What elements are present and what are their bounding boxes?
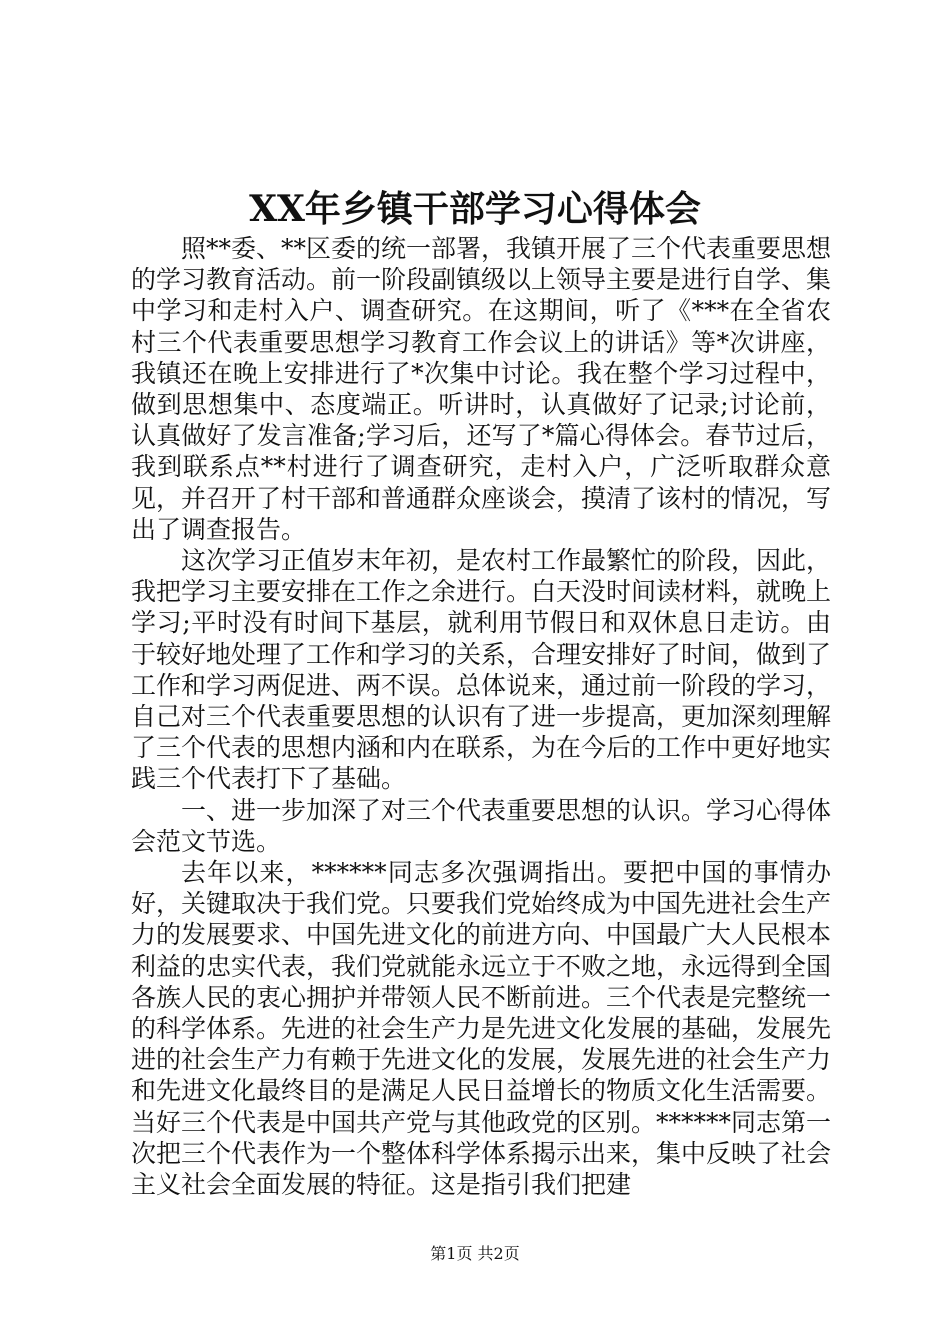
paragraph: 一、进一步加深了对三个代表重要思想的认识。学习心得体会范文节选。 [131,795,832,856]
document-title: XX年乡镇干部学习心得体会 [249,188,701,230]
paragraph: 这次学习正值岁末年初，是农村工作最繁忙的阶段，因此，我把学习主要安排在工作之余进行。白天没时间读材料，就晚上学习;平时没有时间下基层，就利用节假日和双休息日走访。由于较好地处理了工作和学习的关系，合理安排好了时间，做到了工作和学习两促进、两不误。总体说来，通过前一阶段的学习，自己对三个代表重要思想的认识有了进一步提高，更加深刻理解了三个代表的思想内涵和内在联系，为在今后的工作中更好地实践三个代表打下了基础。 [131,546,832,794]
document-body [131,233,831,1200]
page-number-footer: 第1页 共2页 [430,1244,520,1263]
paragraph: 照**委、**区委的统一部署，我镇开展了三个代表重要思想的学习教育活动。前一阶段副镇级以上领导主要是进行自学、集中学习和走村入户、调查研究。在这期间，听了《***在全省农村三个代表重要思想学习教育工作会议上的讲话》等*次讲座，我镇还在晚上安排进行了*次集中讨论。我在整个学习过程中，做到思想集中、态度端正。听讲时，认真做好了记录;讨论前，认真做好了发言准备;学习后，还写了*篇心得体会。春节过后，我到联系点**村进行了调查研究，走村入户，广泛听取群众意见，并召开了村干部和普通群众座谈会，摸清了该村的情况，写出了调查报告。 [131,234,832,544]
paragraph: 去年以来，******同志多次强调指出。要把中国的事情办好，关键取决于我们党。只要我们党始终成为中国先进社会生产力的发展要求、中国先进文化的前进方向、中国最广大人民根本利益的忠实代表，我们党就能永远立于不败之地，永远得到全国各族人民的衷心拥护并带领人民不断前进。三个代表是完整统一的科学体系。先进的社会生产力是先进文化发展的基础，发展先进的社会生产力有赖于先进文化的发展，发展先进的社会生产力和先进文化最终目的是满足人民日益增长的物质文化生活需要。当好三个代表是中国共产党与其他政党的区别。******同志第一次把三个代表作为一个整体科学体系揭示出来，集中反映了社会主义社会全面发展的特征。这是指引我们把建 [131,858,832,1200]
